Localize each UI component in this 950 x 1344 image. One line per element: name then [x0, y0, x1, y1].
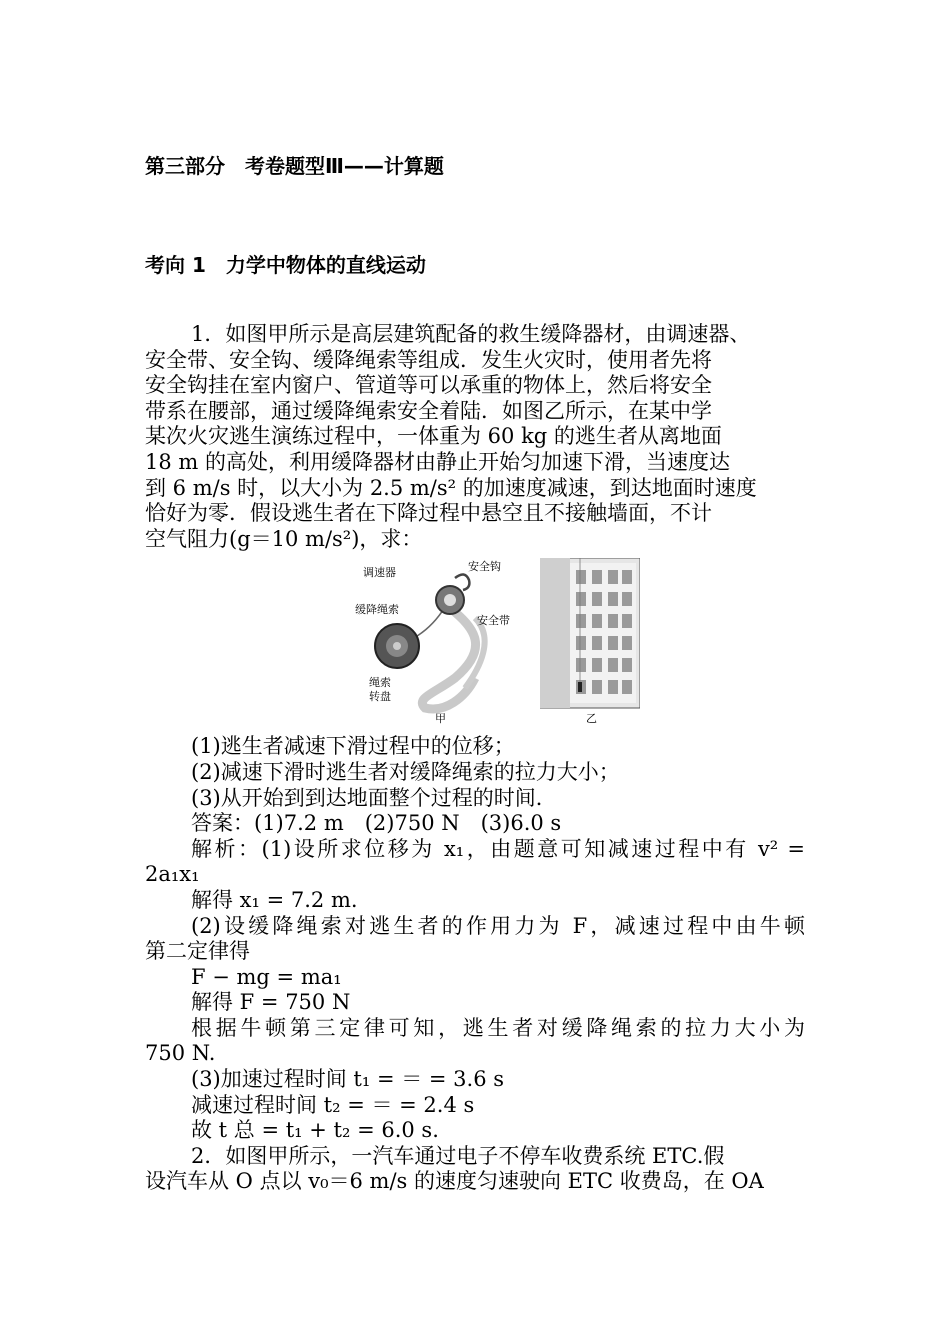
label-reel-1: 绳索 [369, 676, 391, 690]
analysis-line: 2a₁x₁ [145, 862, 200, 887]
analysis-line: 根据牛顿第三定律可知，逃生者对缓降绳索的拉力大小为 [191, 1015, 805, 1040]
problem1-line: 带系在腰部，通过缓降绳索安全着陆．如图乙所示，在某中学 [145, 398, 712, 423]
analysis-line: 解得 F = 750 N [191, 990, 351, 1015]
problem1-line: 空气阻力(g＝10 m/s²)，求： [145, 526, 423, 551]
label-reel-2: 转盘 [369, 690, 391, 704]
document-body [145, 322, 805, 1195]
label-rope: 缓降绳索 [355, 603, 399, 617]
analysis-line: 第二定律得 [145, 939, 250, 964]
answer-line [145, 811, 805, 837]
problem1-line: 恰好为零．假设逃生者在下降过程中悬空且不接触墙面，不计 [145, 501, 712, 526]
analysis-line: (2)设缓降绳索对逃生者的作用力为 F，减速过程中由牛顿 [191, 913, 805, 938]
analysis-line [145, 837, 805, 863]
answer-label: 答案： [191, 811, 254, 836]
problem1-figure [145, 558, 805, 728]
analysis-text: (1)设所求位移为 x₁，由题意可知减速过程中有 v² = [261, 836, 805, 861]
analysis-line: 减速过程时间 t₂ = ＝ = 2.4 s [191, 1092, 475, 1117]
label-governor: 调速器 [363, 566, 396, 580]
person-figure [578, 682, 582, 692]
problem1-line: 到 6 m/s 时，以大小为 2.5 m/s² 的加速度减速，到达地面时速度 [145, 475, 757, 500]
analysis-line: 故 t 总 = t₁ + t₂ = 6.0 s. [191, 1118, 439, 1143]
label-belt: 安全带 [477, 614, 510, 628]
analysis-line: F − mg = ma₁ [191, 964, 342, 989]
problem1-line: 安全带、安全钩、缓降绳索等组成．发生火灾时，使用者先将 [145, 347, 712, 372]
analysis-line: 解得 x₁ = 7.2 m. [191, 887, 358, 912]
section-title: 考向 1 力学中物体的直线运动 [145, 253, 426, 277]
problem1-line: 1．如图甲所示是高层建筑配备的救生缓降器材，由调速器、 [191, 322, 751, 346]
question-1: (1)逃生者减速下滑过程中的位移； [191, 734, 515, 759]
problem2-line: 2．如图甲所示，一汽车通过电子不停车收费系统 ETC.假 [191, 1143, 725, 1168]
caption-jia: 甲 [435, 712, 446, 726]
problem1-line: 18 m 的高处，利用缓降器材由静止开始匀加速下滑，当速度达 [145, 449, 730, 474]
problem2-line: 设汽车从 O 点以 v₀＝6 m/s 的速度匀速驶向 ETC 收费岛，在 OA [145, 1169, 764, 1194]
question-3: (3)从开始到到达地面整个过程的时间． [191, 785, 557, 810]
analysis-label: 解析： [191, 836, 262, 861]
part-title: 第三部分 考卷题型Ⅲ——计算题 [145, 154, 444, 178]
caption-yi: 乙 [586, 712, 597, 726]
question-2: (2)减速下滑时逃生者对缓降绳索的拉力大小； [191, 759, 620, 784]
problem1-line: 安全钩挂在室内窗户、管道等可以承重的物体上，然后将安全 [145, 373, 712, 398]
rescue-device-illustration [355, 558, 525, 726]
analysis-line: 750 N. [145, 1041, 216, 1066]
problem1-line: 某次火灾逃生演练过程中，一体重为 60 kg 的逃生者从离地面 [145, 424, 722, 449]
answer-text: (1)7.2 m (2)750 N (3)6.0 s [254, 811, 562, 836]
building-photo [540, 558, 640, 726]
label-hook: 安全钩 [468, 560, 501, 574]
analysis-line: (3)加速过程时间 t₁ = ＝ = 3.6 s [191, 1067, 505, 1092]
